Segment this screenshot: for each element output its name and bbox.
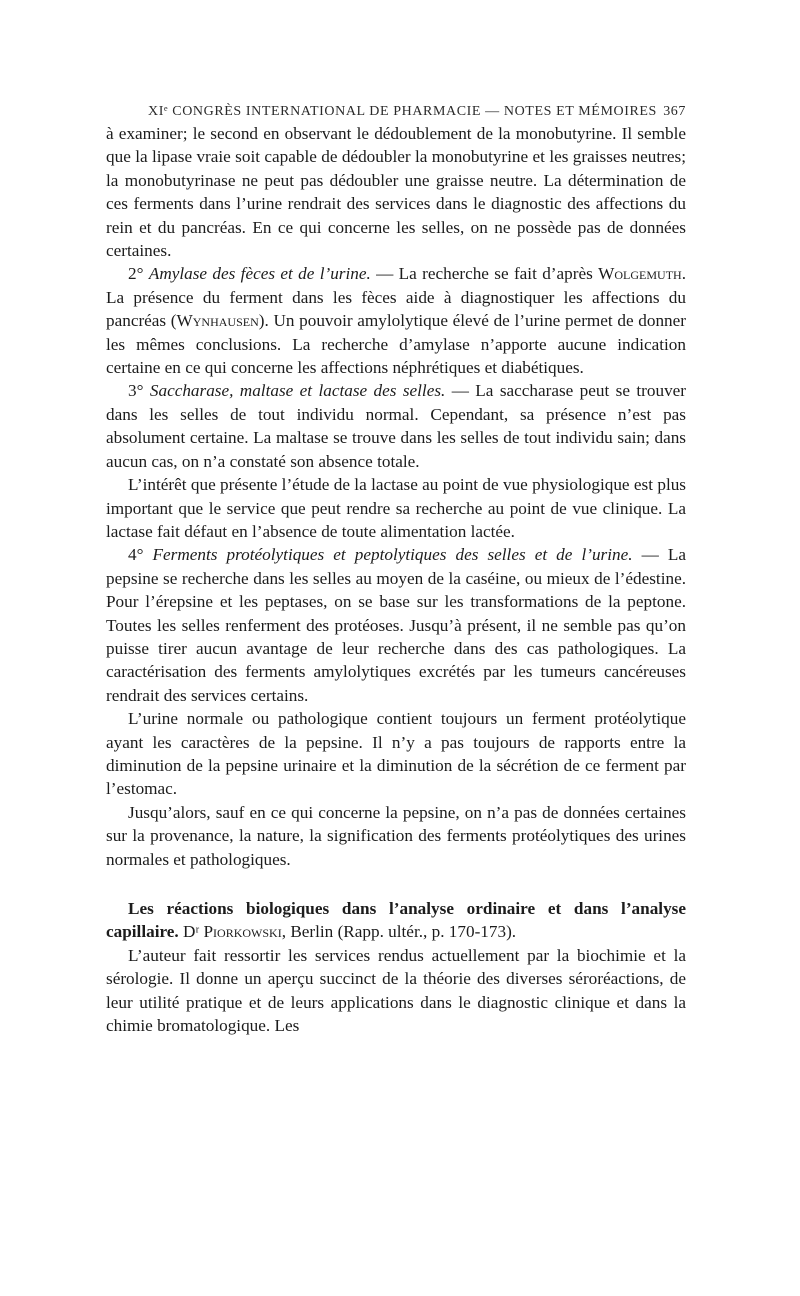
paragraph-conclusion: Jusqu’alors, sauf en ce qui concerne la pepsine, on n’a pas de données certaines sur la provenance, la nature, la signification des ferments protéolytiques des urines normales et pathologiques. (106, 802, 686, 869)
section-title-amylase: Amylase des fèces et de l’urine. (148, 264, 371, 284)
paragraph-text: — La pepsine se recherche dans les selles au moyen de la caséine, ou mieux de l’édestine. Pour l’érepsine et les peptases, on se base sur les transformations de la peptone. Toutes les selles renferment des protéoses. Jusqu’à présent, il ne semble pas qu’on puisse tirer aucun avantage de leur recherche dans des cas pathologiques. La caractérisation des ferments amylolytiques excrétés par les tumeurs cancéreuses rendrait des services certains. (106, 545, 686, 705)
paragraph-saccharase (106, 379, 686, 473)
paragraph-text: — La recherche se fait d’après (370, 264, 599, 284)
paragraph-urine-pepsin: L’urine normale ou pathologique contient toujours un ferment protéolytique ayant les caractères de la pepsine. Il n’y a pas toujours de rapports entre la diminution de la pepsine urinaire et la diminution de la sécrétion de ce ferment par l’estomac. (106, 709, 686, 799)
paragraph-lipase-continued: à examiner; le second en observant le dédoublement de la monobutyrine. Il semble que la lipase vraie soit capable de dédoubler la monobutyrine et les graisses neutres; la monobutyrinase ne peut pas dédoubler une graisse neutre. La détermination de ces ferments dans l’urine rendrait des services dans le diagnostic des affections du rein et du pancréas. En ce qui concerne les selles, on ne possède pas de données certaines. (106, 124, 686, 261)
author-name-wynhausen: Wynhausen (176, 311, 259, 331)
author-name-wolgemuth: Wolgemuth (598, 264, 682, 284)
section-number: 3° (128, 381, 144, 401)
section-number: 2° (128, 264, 144, 284)
running-header (106, 100, 686, 124)
paragraph-text: . La présence du ferment dans les fèces aide à diagnostiquer les affections du pancréas ( (106, 264, 686, 331)
section-title-biological-reactions: Les réactions biologiques dans l’analyse ordinaire et dans l’analyse capillaire. (106, 899, 686, 942)
running-title: XIᵉ CONGRÈS INTERNATIONAL DE PHARMACIE — NOTES ET MÉMOIRES (148, 104, 657, 119)
author-name-piorkowski: Piorkowski (203, 922, 282, 942)
page-body (106, 122, 686, 1037)
section-title-saccharase: Saccharase, maltase et lactase des selles. (149, 381, 446, 401)
section-number: 4° (128, 545, 144, 565)
section-title-proteolytic: Ferments protéolytiques et peptolytiques des selles et de l’urine. (152, 545, 633, 565)
paragraph-serology: L’auteur fait ressortir les services rendus actuellement par la biochimie et la sérologie. Il donne un aperçu succinct de la théorie des diverses séroréactions, de leur utilité pratique et de leurs applications dans le diagnostic clinique et dans la chimie bromatologique. Les (106, 945, 686, 1036)
author-prefix: Dʳ (178, 922, 204, 942)
paragraph-biological-reactions (106, 897, 686, 944)
paragraph-text: ). Un pouvoir amylolytique élevé de l’urine permet de donner les mêmes conclusions. La recherche d’amylase n’apporte aucune indication certaine en ce qui concerne les affections néphrétiques et diabétiques. (106, 311, 686, 378)
paragraph-amylase (106, 262, 686, 379)
paragraph-lactase: L’intérêt que présente l’étude de la lactase au point de vue physiologique est plus important que le service que peut rendre sa recherche au point de vue clinique. La lactase fait défaut en l’absence de toute alimentation lactée. (106, 475, 686, 541)
paragraph-text: — La saccharase peut se trouver dans les selles de tout individu normal. Cependant, sa présence n’est pas absolument certaine. La maltase se trouve dans les selles de tout individu sain; dans aucun cas, on n’a constaté son absence totale. (106, 381, 687, 471)
paragraph-proteolytic (106, 543, 686, 707)
page-number: 367 (663, 104, 686, 119)
report-reference: , Berlin (Rapp. ultér., p. 170-173). (281, 922, 517, 942)
